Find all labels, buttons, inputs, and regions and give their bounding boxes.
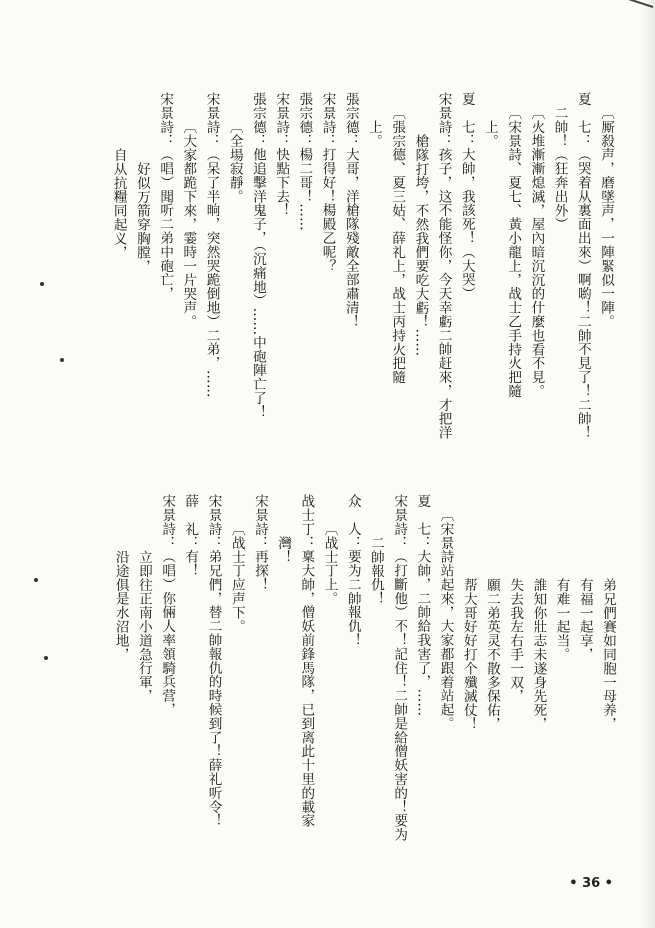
text-column: 宋景詩：（呆了半晌，突然哭跪倒地）二弟，…… [203, 92, 220, 398]
text-column: 〔火堆漸漸熄滅，屋內暗沉沉的什麼也看不見。 [528, 106, 545, 398]
text-column: 战士丁：稟大帥，僧妖前鋒馬隊，已到离此十里的載家 [298, 494, 315, 828]
text-column: 願二弟英灵不散多保佑， [483, 578, 500, 731]
text-column: 宋景詩：快點下去！ [273, 92, 290, 218]
text-column: 有福一起享， [576, 578, 593, 662]
text-column: 上。 [481, 120, 498, 148]
text-column: 宋景詩：（打斷他）不！記住！二帥是給僧妖害的！要为 [391, 494, 408, 842]
bottom-text-block [112, 494, 619, 854]
text-column: 〔宋景詩、夏七、黃小龍上，战士乙手持火把隨 [505, 106, 522, 398]
scan-speck [40, 282, 44, 286]
text-column: 二帥！（狂奔出外） [551, 106, 568, 232]
text-column: 好似万箭穿胸膛， [133, 162, 150, 274]
page-number: • 36 • [569, 876, 613, 891]
text-column: 众 人：要为二帥報仇！ [344, 494, 361, 647]
text-column: 立即往正南小道急行軍， [135, 550, 152, 703]
text-column: 上。 [365, 120, 382, 148]
text-column: 誰知你壯志未遂身先死， [530, 578, 547, 731]
text-column: 宋景詩：孩子，这不能怪你，今天幸虧二帥赶來，才把洋 [435, 92, 452, 440]
text-column: 宋景詩：（唱）聞听二弟中砲亡， [157, 92, 174, 301]
text-column: 宋景詩：打得好！楊殿乙呢？ [319, 92, 336, 273]
text-column: 夏 七：大帥，我該死！（大哭） [458, 92, 475, 301]
text-column: 〔战士丁上。 [321, 522, 338, 606]
text-column: 宋景詩：（唱）你倆人率領騎兵营， [159, 494, 176, 717]
text-column: 沿途俱是水沼地， [112, 550, 129, 662]
text-column: 自从抗糧同起义， [110, 148, 127, 260]
text-column: 張宗德：楊二哥！…… [296, 92, 313, 231]
text-column: 〔战士丁应声下。 [228, 522, 245, 634]
scan-edge-shadow [641, 0, 655, 928]
text-column: 夏 七：大帥，二帥給我害了，…… [414, 494, 431, 717]
text-column: 〔宋景詩站起來，大家都跟着站起。 [437, 508, 454, 731]
scan-speck [34, 578, 38, 582]
text-column: 張宗德：大哥，洋槍隊殘敵全部肅清！ [342, 92, 359, 329]
text-column: 二帥報仇！ [367, 536, 384, 606]
text-column: 張宗德：他追擊洋鬼子，（沉痛地）……中砲陣亡了！ [249, 92, 266, 419]
text-column: 〔全場寂靜。 [226, 120, 243, 204]
text-column: 帮大哥好好打个殲滅仗！ [460, 578, 477, 731]
text-column: 〔大家都跪下來，霎時一片哭声。 [180, 120, 197, 329]
text-column: 弟兄們賽如同胞一母养， [600, 578, 616, 731]
text-column: 〔張宗德、夏三姑、薛礼上，战士丙持火把隨 [389, 106, 406, 384]
text-column: 夏 七：（哭着从裏面出來）啊喲！二帥不見了！二帥！ [574, 92, 591, 440]
text-column: 薛 礼：有！ [182, 494, 199, 578]
text-column: 槍隊打垮，不然我們要吃大虧！…… [412, 134, 429, 357]
text-column: 〔厮殺声，磨墜声，一陣緊似一陣。 [598, 106, 614, 329]
text-column: 宋景詩：再探！ [251, 494, 268, 592]
text-column: 灣！ [275, 536, 292, 564]
top-text-block [97, 92, 617, 492]
text-column: 有难一起当。 [553, 578, 570, 662]
corner-mark [510, 0, 653, 8]
scan-speck [44, 656, 48, 660]
text-column: 失去我左右手一双， [507, 578, 524, 704]
scan-speck [60, 358, 64, 362]
text-column: 宋景詩：弟兄們，替二帥報仇的時候到了！薛礼听令！ [205, 494, 222, 828]
